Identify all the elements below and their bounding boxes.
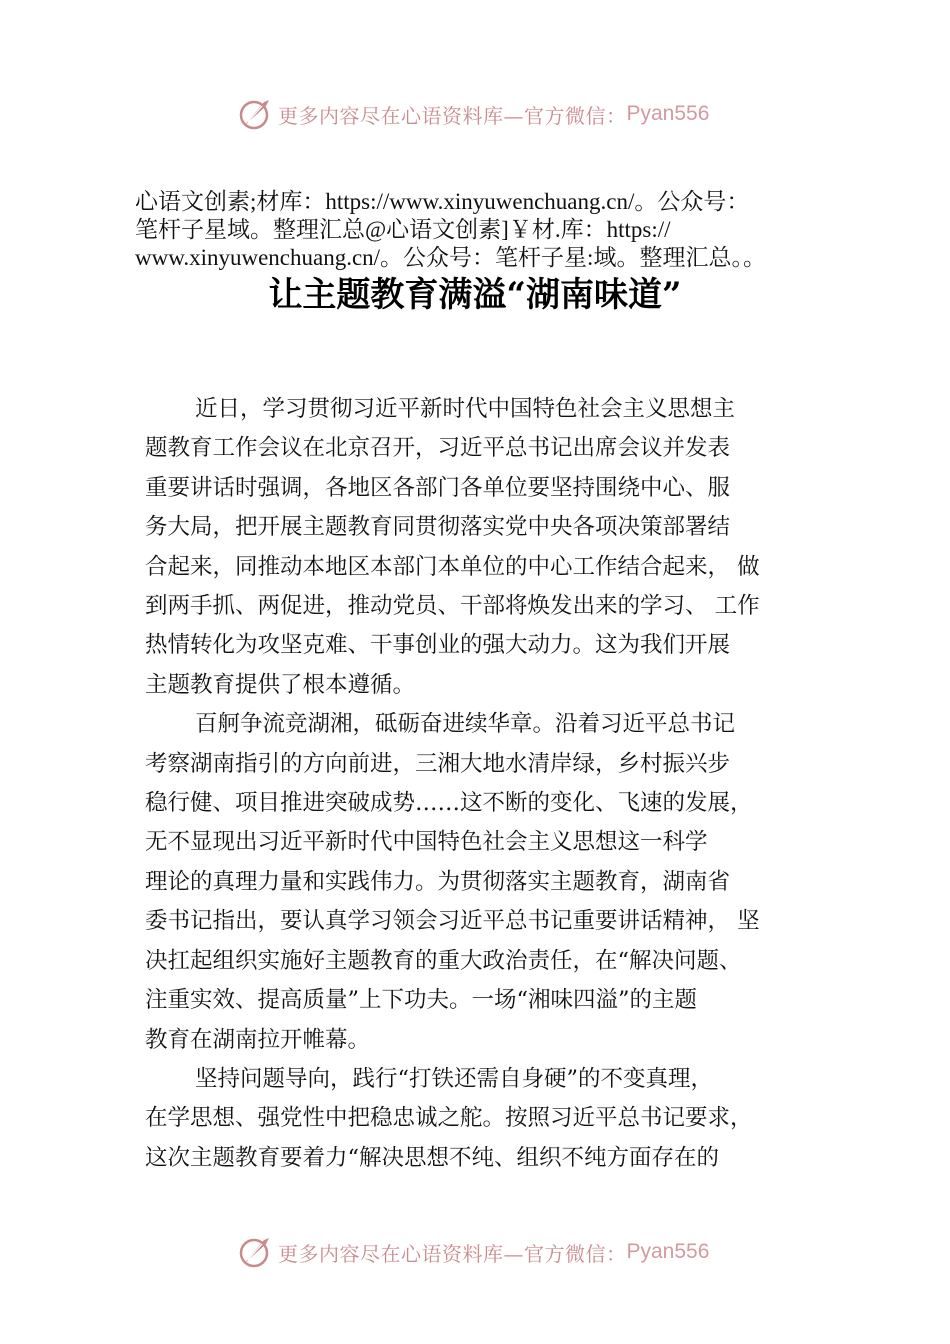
paragraph-1-line: 题教育工作会议在北京召开，习近平总书记出席会议并发表 [145,435,731,462]
source-note-line: 笔杆子星域。整理汇总@心语文创素]￥材.库：https:// [135,217,671,242]
article-title: 让主题教育满溢“湖南味道” [268,275,682,315]
source-note [135,188,875,272]
paragraph-2-line: 理论的真理力量和实践伟力。为贯彻落实主题教育，湖南省 [145,868,731,895]
quill-logo-icon [238,96,274,132]
paragraph-1-line: 到两手抓、两促进，推动党员、干部将焕发出来的学习、 工作 [145,593,760,620]
source-note-line: 心语文创素;材库：https://www.xinyuwenchuang.cn/。公众号： [135,189,750,214]
paragraph-1-line: 合起来，同推动本地区本部门本单位的中心工作结合起来， 做 [145,553,760,580]
paragraph-1-line: 热情转化为攻坚克难、干事创业的强大动力。这为我们开展 [145,632,731,659]
paragraph-2-line: 百舸争流竞湖湘，砥砺奋进续华章。沿着习近平总书记 [195,711,736,738]
paragraph-1-line: 近日，学习贯彻习近平新时代中国特色社会主义思想主 [195,396,736,422]
watermark-banner-bottom [238,1232,709,1272]
watermark-text: 更多内容尽在心语资料库—官方微信： [278,103,627,128]
article-body [145,390,835,1178]
paragraph-2-line: 无不显现出习近平新时代中国特色社会主义思想这一科学 [145,829,708,856]
paragraph-2-line: 稳行健、项目推进突破成势……这不断的变化、飞速的发展， [145,790,753,817]
paragraph-1-line: 主题教育提供了根本遵循。 [145,671,416,698]
watermark-text: 更多内容尽在心语资料库—官方微信： [278,1241,627,1266]
source-note-line: www.xinyuwenchuang.cn/。公众号：笔杆子星:域。整理汇总。。 [135,245,766,270]
paragraph-2-line: 决扛起组织实施好主题教育的重大政治责任，在“解决问题、 [145,947,742,974]
paragraph-1-line: 重要讲话时强调，各地区各部门各单位要坚持围绕中心、服 [145,474,731,501]
paragraph-2-line: 考察湖南指引的方向前进，三湘大地水清岸绿，乡村振兴步 [145,750,731,777]
paragraph-2-line: 委书记指出，要认真学习领会习近平总书记重要讲话精神， 坚 [145,908,760,935]
quill-logo-icon [238,1234,274,1270]
watermark-wechat-id: Pyan556 [626,1240,710,1263]
paragraph-3-line: 这次主题教育要着力“解决思想不纯、组织不纯方面存在的 [145,1144,720,1171]
watermark-wechat-id: Pyan556 [626,102,710,125]
watermark-banner-top [238,94,709,134]
paragraph-2-line: 注重实效、提高质量”上下功夫。一场“湘味四溢”的主题 [145,987,698,1014]
paragraph-3-line: 坚持问题导向，践行“打铁还需自身硬”的不变真理， [195,1065,714,1092]
paragraph-1-line: 务大局，把开展主题教育同贯彻落实党中央各项决策部署结 [145,514,731,541]
paragraph-3-line: 在学思想、强党性中把稳忠诚之舵。按照习近平总书记要求， [145,1105,753,1132]
paragraph-2-line: 教育在湖南拉开帷幕。 [145,1026,371,1053]
